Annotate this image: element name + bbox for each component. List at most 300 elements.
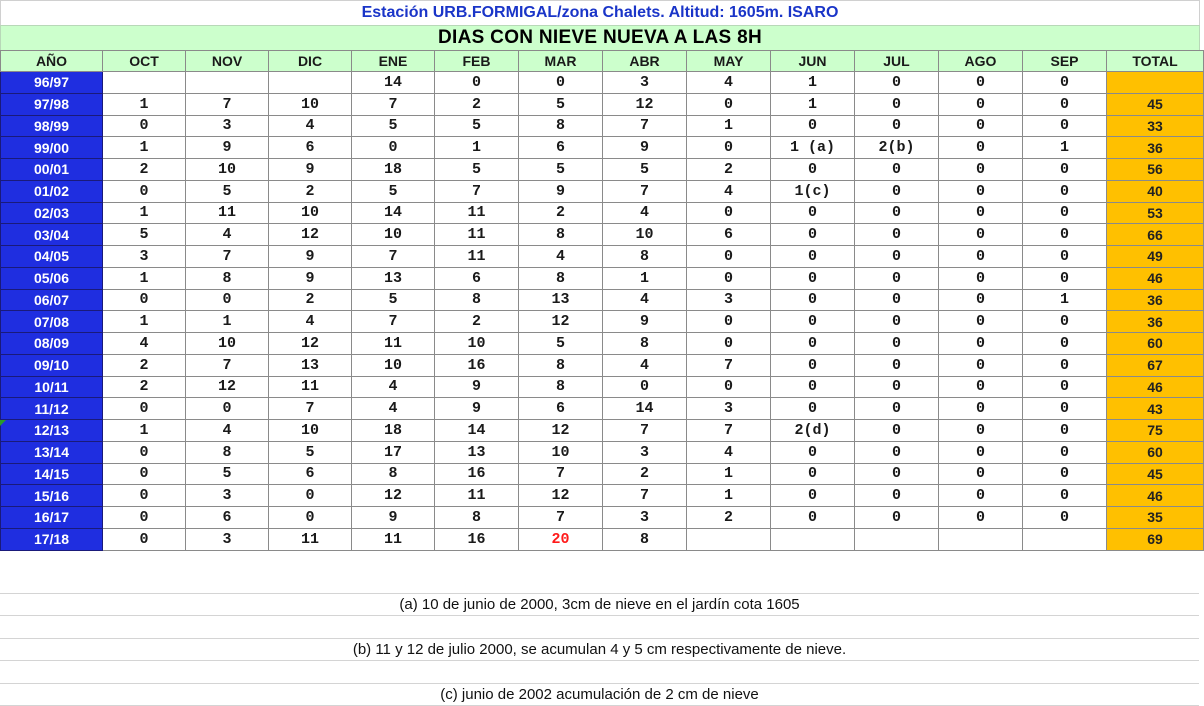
value-cell[interactable]	[771, 528, 855, 550]
value-cell[interactable]: 3	[603, 507, 687, 529]
year-cell[interactable]: 17/18	[1, 528, 103, 550]
value-cell[interactable]: 9	[186, 137, 269, 159]
value-cell[interactable]: 10	[186, 159, 269, 181]
value-cell[interactable]: 6	[269, 463, 352, 485]
value-cell[interactable]: 0	[103, 289, 186, 311]
value-cell[interactable]: 4	[269, 115, 352, 137]
comment-indicator[interactable]	[0, 420, 6, 426]
value-cell[interactable]: 7	[186, 246, 269, 268]
value-cell[interactable]: 1	[103, 202, 186, 224]
value-cell[interactable]: 2(d)	[771, 420, 855, 442]
value-cell[interactable]: 2	[435, 93, 519, 115]
value-cell[interactable]: 0	[771, 311, 855, 333]
value-cell[interactable]: 0	[939, 267, 1023, 289]
value-cell[interactable]: 0	[1023, 354, 1107, 376]
value-cell[interactable]: 7	[186, 93, 269, 115]
year-cell[interactable]: 16/17	[1, 507, 103, 529]
value-cell[interactable]: 10	[269, 420, 352, 442]
total-cell[interactable]: 36	[1107, 311, 1204, 333]
value-cell[interactable]: 11	[269, 528, 352, 550]
total-cell[interactable]: 60	[1107, 333, 1204, 355]
value-cell[interactable]: 6	[687, 224, 771, 246]
value-cell[interactable]: 0	[855, 420, 939, 442]
value-cell[interactable]: 10	[269, 202, 352, 224]
year-cell[interactable]: 99/00	[1, 137, 103, 159]
total-cell[interactable]	[1107, 72, 1204, 94]
value-cell[interactable]: 0	[1023, 267, 1107, 289]
value-cell[interactable]: 0	[771, 441, 855, 463]
value-cell[interactable]: 10	[352, 224, 435, 246]
value-cell[interactable]: 1	[1023, 289, 1107, 311]
value-cell[interactable]: 11	[269, 376, 352, 398]
value-cell[interactable]: 4	[103, 333, 186, 355]
value-cell[interactable]: 0	[771, 202, 855, 224]
value-cell[interactable]: 12	[269, 224, 352, 246]
year-cell[interactable]: 98/99	[1, 115, 103, 137]
value-cell[interactable]: 5	[352, 115, 435, 137]
value-cell[interactable]: 20	[519, 528, 603, 550]
value-cell[interactable]: 1	[435, 137, 519, 159]
value-cell[interactable]: 12	[603, 93, 687, 115]
value-cell[interactable]	[855, 528, 939, 550]
value-cell[interactable]: 0	[1023, 115, 1107, 137]
value-cell[interactable]: 0	[855, 311, 939, 333]
footnote[interactable]: (c) junio de 2002 acumulación de 2 cm de nieve	[0, 684, 1199, 706]
value-cell[interactable]: 8	[519, 376, 603, 398]
value-cell[interactable]: 0	[1023, 398, 1107, 420]
total-cell[interactable]: 43	[1107, 398, 1204, 420]
value-cell[interactable]: 4	[603, 354, 687, 376]
value-cell[interactable]: 9	[519, 180, 603, 202]
value-cell[interactable]: 1	[103, 311, 186, 333]
column-header-sep[interactable]: SEP	[1023, 51, 1107, 72]
value-cell[interactable]: 1	[186, 311, 269, 333]
value-cell[interactable]: 14	[603, 398, 687, 420]
value-cell[interactable]: 8	[519, 115, 603, 137]
value-cell[interactable]: 0	[855, 485, 939, 507]
column-header-jul[interactable]: JUL	[855, 51, 939, 72]
value-cell[interactable]	[1023, 528, 1107, 550]
value-cell[interactable]: 3	[603, 72, 687, 94]
value-cell[interactable]: 7	[352, 311, 435, 333]
value-cell[interactable]: 0	[435, 72, 519, 94]
value-cell[interactable]: 6	[186, 507, 269, 529]
column-header-nov[interactable]: NOV	[186, 51, 269, 72]
value-cell[interactable]: 8	[519, 224, 603, 246]
value-cell[interactable]: 0	[687, 93, 771, 115]
value-cell[interactable]: 4	[186, 420, 269, 442]
total-cell[interactable]: 36	[1107, 137, 1204, 159]
total-cell[interactable]: 53	[1107, 202, 1204, 224]
value-cell[interactable]: 0	[939, 115, 1023, 137]
year-cell[interactable]: 07/08	[1, 311, 103, 333]
value-cell[interactable]: 0	[103, 398, 186, 420]
year-cell[interactable]: 97/98	[1, 93, 103, 115]
value-cell[interactable]: 0	[771, 507, 855, 529]
value-cell[interactable]: 0	[1023, 159, 1107, 181]
value-cell[interactable]: 11	[186, 202, 269, 224]
value-cell[interactable]: 0	[855, 93, 939, 115]
value-cell[interactable]: 5	[269, 441, 352, 463]
value-cell[interactable]: 4	[269, 311, 352, 333]
value-cell[interactable]: 4	[687, 180, 771, 202]
total-cell[interactable]: 67	[1107, 354, 1204, 376]
year-cell[interactable]: 14/15	[1, 463, 103, 485]
value-cell[interactable]	[103, 72, 186, 94]
value-cell[interactable]: 6	[435, 267, 519, 289]
value-cell[interactable]: 2	[269, 289, 352, 311]
value-cell[interactable]: 3	[687, 289, 771, 311]
table-title[interactable]: DIAS CON NIEVE NUEVA A LAS 8H	[0, 25, 1200, 51]
column-header-total[interactable]: TOTAL	[1107, 51, 1204, 72]
value-cell[interactable]: 2	[603, 463, 687, 485]
empty-row[interactable]	[0, 571, 1199, 594]
value-cell[interactable]: 0	[855, 267, 939, 289]
year-cell[interactable]: 09/10	[1, 354, 103, 376]
value-cell[interactable]: 0	[939, 463, 1023, 485]
value-cell[interactable]: 5	[186, 463, 269, 485]
value-cell[interactable]: 0	[939, 93, 1023, 115]
value-cell[interactable]: 0	[939, 72, 1023, 94]
value-cell[interactable]: 8	[603, 246, 687, 268]
value-cell[interactable]: 2	[103, 354, 186, 376]
year-cell[interactable]: 05/06	[1, 267, 103, 289]
value-cell[interactable]: 11	[435, 485, 519, 507]
value-cell[interactable]: 0	[939, 137, 1023, 159]
total-cell[interactable]: 69	[1107, 528, 1204, 550]
value-cell[interactable]: 8	[352, 463, 435, 485]
value-cell[interactable]: 5	[519, 93, 603, 115]
value-cell[interactable]: 0	[939, 180, 1023, 202]
value-cell[interactable]: 0	[1023, 202, 1107, 224]
value-cell[interactable]: 1	[603, 267, 687, 289]
value-cell[interactable]	[269, 72, 352, 94]
value-cell[interactable]: 0	[103, 463, 186, 485]
value-cell[interactable]: 6	[269, 137, 352, 159]
value-cell[interactable]: 0	[771, 246, 855, 268]
value-cell[interactable]: 0	[771, 354, 855, 376]
value-cell[interactable]: 0	[939, 246, 1023, 268]
value-cell[interactable]: 0	[855, 115, 939, 137]
value-cell[interactable]: 0	[687, 333, 771, 355]
value-cell[interactable]: 0	[939, 289, 1023, 311]
value-cell[interactable]: 0	[603, 376, 687, 398]
value-cell[interactable]: 10	[603, 224, 687, 246]
value-cell[interactable]: 14	[352, 202, 435, 224]
value-cell[interactable]: 11	[435, 224, 519, 246]
year-cell[interactable]: 00/01	[1, 159, 103, 181]
value-cell[interactable]: 0	[771, 115, 855, 137]
value-cell[interactable]: 16	[435, 354, 519, 376]
value-cell[interactable]: 0	[855, 333, 939, 355]
value-cell[interactable]	[186, 72, 269, 94]
value-cell[interactable]: 7	[186, 354, 269, 376]
value-cell[interactable]: 13	[435, 441, 519, 463]
value-cell[interactable]: 2	[103, 376, 186, 398]
column-header-año[interactable]: AÑO	[1, 51, 103, 72]
value-cell[interactable]: 0	[352, 137, 435, 159]
value-cell[interactable]: 0	[939, 224, 1023, 246]
column-header-dic[interactable]: DIC	[269, 51, 352, 72]
value-cell[interactable]: 1(c)	[771, 180, 855, 202]
value-cell[interactable]: 5	[519, 159, 603, 181]
value-cell[interactable]: 1	[687, 463, 771, 485]
value-cell[interactable]: 4	[603, 202, 687, 224]
value-cell[interactable]: 4	[352, 376, 435, 398]
value-cell[interactable]: 0	[771, 267, 855, 289]
value-cell[interactable]: 8	[435, 289, 519, 311]
value-cell[interactable]: 4	[603, 289, 687, 311]
value-cell[interactable]: 1 (a)	[771, 137, 855, 159]
value-cell[interactable]: 7	[603, 420, 687, 442]
value-cell[interactable]: 10	[435, 333, 519, 355]
value-cell[interactable]: 8	[603, 528, 687, 550]
value-cell[interactable]: 0	[855, 441, 939, 463]
value-cell[interactable]: 0	[771, 398, 855, 420]
value-cell[interactable]: 3	[687, 398, 771, 420]
value-cell[interactable]: 5	[186, 180, 269, 202]
value-cell[interactable]	[687, 528, 771, 550]
value-cell[interactable]: 0	[269, 485, 352, 507]
value-cell[interactable]: 0	[103, 441, 186, 463]
total-cell[interactable]: 46	[1107, 376, 1204, 398]
value-cell[interactable]: 0	[103, 528, 186, 550]
value-cell[interactable]: 0	[1023, 376, 1107, 398]
value-cell[interactable]: 5	[352, 289, 435, 311]
value-cell[interactable]: 5	[603, 159, 687, 181]
value-cell[interactable]: 11	[435, 202, 519, 224]
column-header-feb[interactable]: FEB	[435, 51, 519, 72]
value-cell[interactable]: 8	[519, 354, 603, 376]
value-cell[interactable]: 2(b)	[855, 137, 939, 159]
total-cell[interactable]: 40	[1107, 180, 1204, 202]
year-cell[interactable]: 02/03	[1, 202, 103, 224]
value-cell[interactable]: 2	[435, 311, 519, 333]
value-cell[interactable]: 0	[855, 159, 939, 181]
column-header-abr[interactable]: ABR	[603, 51, 687, 72]
year-cell[interactable]: 10/11	[1, 376, 103, 398]
value-cell[interactable]: 7	[352, 93, 435, 115]
value-cell[interactable]: 7	[603, 115, 687, 137]
value-cell[interactable]: 0	[855, 376, 939, 398]
value-cell[interactable]: 0	[1023, 420, 1107, 442]
value-cell[interactable]: 4	[186, 224, 269, 246]
value-cell[interactable]: 4	[519, 246, 603, 268]
value-cell[interactable]: 7	[603, 485, 687, 507]
total-cell[interactable]: 36	[1107, 289, 1204, 311]
value-cell[interactable]: 0	[855, 507, 939, 529]
total-cell[interactable]: 49	[1107, 246, 1204, 268]
value-cell[interactable]: 13	[519, 289, 603, 311]
value-cell[interactable]: 0	[1023, 463, 1107, 485]
value-cell[interactable]: 16	[435, 463, 519, 485]
value-cell[interactable]: 4	[687, 72, 771, 94]
value-cell[interactable]: 6	[519, 137, 603, 159]
value-cell[interactable]: 0	[771, 289, 855, 311]
value-cell[interactable]: 5	[435, 159, 519, 181]
total-cell[interactable]: 35	[1107, 507, 1204, 529]
value-cell[interactable]: 2	[103, 159, 186, 181]
total-cell[interactable]: 60	[1107, 441, 1204, 463]
value-cell[interactable]: 8	[435, 507, 519, 529]
value-cell[interactable]: 4	[352, 398, 435, 420]
year-cell[interactable]: 12/13	[1, 420, 103, 442]
value-cell[interactable]: 0	[855, 202, 939, 224]
value-cell[interactable]: 2	[519, 202, 603, 224]
value-cell[interactable]: 0	[687, 311, 771, 333]
value-cell[interactable]: 8	[603, 333, 687, 355]
value-cell[interactable]: 12	[519, 311, 603, 333]
value-cell[interactable]: 0	[687, 137, 771, 159]
value-cell[interactable]: 0	[1023, 441, 1107, 463]
column-header-ene[interactable]: ENE	[352, 51, 435, 72]
value-cell[interactable]: 13	[352, 267, 435, 289]
total-cell[interactable]: 46	[1107, 485, 1204, 507]
value-cell[interactable]: 0	[939, 376, 1023, 398]
value-cell[interactable]: 1	[771, 72, 855, 94]
value-cell[interactable]: 17	[352, 441, 435, 463]
value-cell[interactable]: 0	[1023, 246, 1107, 268]
value-cell[interactable]: 2	[687, 507, 771, 529]
value-cell[interactable]: 0	[939, 202, 1023, 224]
value-cell[interactable]: 0	[939, 485, 1023, 507]
value-cell[interactable]: 14	[435, 420, 519, 442]
value-cell[interactable]: 0	[1023, 507, 1107, 529]
value-cell[interactable]: 0	[1023, 72, 1107, 94]
value-cell[interactable]: 10	[352, 354, 435, 376]
value-cell[interactable]: 0	[939, 354, 1023, 376]
value-cell[interactable]: 0	[855, 289, 939, 311]
value-cell[interactable]: 4	[687, 441, 771, 463]
value-cell[interactable]: 12	[186, 376, 269, 398]
value-cell[interactable]: 0	[1023, 93, 1107, 115]
value-cell[interactable]: 3	[603, 441, 687, 463]
value-cell[interactable]: 0	[103, 115, 186, 137]
value-cell[interactable]: 7	[519, 507, 603, 529]
value-cell[interactable]: 7	[435, 180, 519, 202]
value-cell[interactable]: 9	[603, 137, 687, 159]
value-cell[interactable]: 0	[771, 376, 855, 398]
value-cell[interactable]: 0	[1023, 311, 1107, 333]
column-header-may[interactable]: MAY	[687, 51, 771, 72]
value-cell[interactable]: 12	[269, 333, 352, 355]
value-cell[interactable]: 1	[771, 93, 855, 115]
value-cell[interactable]: 0	[1023, 180, 1107, 202]
value-cell[interactable]: 10	[269, 93, 352, 115]
year-cell[interactable]: 96/97	[1, 72, 103, 94]
year-cell[interactable]: 03/04	[1, 224, 103, 246]
value-cell[interactable]: 0	[939, 311, 1023, 333]
value-cell[interactable]: 8	[186, 441, 269, 463]
value-cell[interactable]: 1	[687, 485, 771, 507]
value-cell[interactable]: 3	[186, 485, 269, 507]
value-cell[interactable]: 11	[435, 246, 519, 268]
value-cell[interactable]: 9	[269, 159, 352, 181]
value-cell[interactable]: 0	[771, 463, 855, 485]
value-cell[interactable]: 0	[939, 420, 1023, 442]
total-cell[interactable]: 46	[1107, 267, 1204, 289]
value-cell[interactable]: 0	[855, 246, 939, 268]
total-cell[interactable]: 75	[1107, 420, 1204, 442]
value-cell[interactable]: 18	[352, 420, 435, 442]
value-cell[interactable]: 0	[939, 441, 1023, 463]
value-cell[interactable]: 1	[103, 137, 186, 159]
year-cell[interactable]: 08/09	[1, 333, 103, 355]
value-cell[interactable]: 7	[519, 463, 603, 485]
value-cell[interactable]: 0	[855, 398, 939, 420]
value-cell[interactable]: 1	[687, 115, 771, 137]
value-cell[interactable]: 0	[687, 202, 771, 224]
value-cell[interactable]: 3	[103, 246, 186, 268]
value-cell[interactable]: 12	[352, 485, 435, 507]
value-cell[interactable]: 1	[103, 267, 186, 289]
total-cell[interactable]: 45	[1107, 93, 1204, 115]
year-cell[interactable]: 01/02	[1, 180, 103, 202]
value-cell[interactable]: 5	[352, 180, 435, 202]
value-cell[interactable]: 3	[186, 528, 269, 550]
value-cell[interactable]: 9	[435, 398, 519, 420]
value-cell[interactable]: 0	[186, 289, 269, 311]
value-cell[interactable]: 9	[269, 246, 352, 268]
value-cell[interactable]: 18	[352, 159, 435, 181]
value-cell[interactable]: 0	[771, 159, 855, 181]
value-cell[interactable]: 9	[435, 376, 519, 398]
value-cell[interactable]: 8	[186, 267, 269, 289]
value-cell[interactable]: 0	[519, 72, 603, 94]
year-cell[interactable]: 04/05	[1, 246, 103, 268]
value-cell[interactable]: 11	[352, 528, 435, 550]
value-cell[interactable]: 0	[186, 398, 269, 420]
value-cell[interactable]: 0	[1023, 333, 1107, 355]
value-cell[interactable]: 5	[103, 224, 186, 246]
column-header-mar[interactable]: MAR	[519, 51, 603, 72]
value-cell[interactable]: 0	[855, 354, 939, 376]
value-cell[interactable]: 0	[771, 224, 855, 246]
total-cell[interactable]: 33	[1107, 115, 1204, 137]
total-cell[interactable]: 56	[1107, 159, 1204, 181]
footnote[interactable]: (a) 10 de junio de 2000, 3cm de nieve en el jardín cota 1605	[0, 594, 1199, 617]
value-cell[interactable]: 1	[1023, 137, 1107, 159]
value-cell[interactable]: 1	[103, 420, 186, 442]
value-cell[interactable]: 0	[771, 333, 855, 355]
total-cell[interactable]: 66	[1107, 224, 1204, 246]
value-cell[interactable]: 0	[855, 463, 939, 485]
value-cell[interactable]: 16	[435, 528, 519, 550]
value-cell[interactable]: 5	[519, 333, 603, 355]
value-cell[interactable]: 14	[352, 72, 435, 94]
value-cell[interactable]: 0	[939, 398, 1023, 420]
year-cell[interactable]: 11/12	[1, 398, 103, 420]
value-cell[interactable]: 0	[687, 246, 771, 268]
column-header-ago[interactable]: AGO	[939, 51, 1023, 72]
station-header[interactable]: Estación URB.FORMIGAL/zona Chalets. Altitud: 1605m. ISARO	[0, 0, 1200, 26]
value-cell[interactable]: 0	[855, 224, 939, 246]
value-cell[interactable]: 12	[519, 485, 603, 507]
value-cell[interactable]: 0	[771, 485, 855, 507]
column-header-jun[interactable]: JUN	[771, 51, 855, 72]
value-cell[interactable]: 1	[103, 93, 186, 115]
value-cell[interactable]: 11	[352, 333, 435, 355]
value-cell[interactable]: 0	[939, 507, 1023, 529]
value-cell[interactable]: 0	[687, 376, 771, 398]
value-cell[interactable]: 8	[519, 267, 603, 289]
value-cell[interactable]: 7	[269, 398, 352, 420]
value-cell[interactable]: 0	[939, 159, 1023, 181]
value-cell[interactable]: 0	[103, 507, 186, 529]
value-cell[interactable]: 6	[519, 398, 603, 420]
value-cell[interactable]: 0	[855, 180, 939, 202]
value-cell[interactable]: 9	[352, 507, 435, 529]
